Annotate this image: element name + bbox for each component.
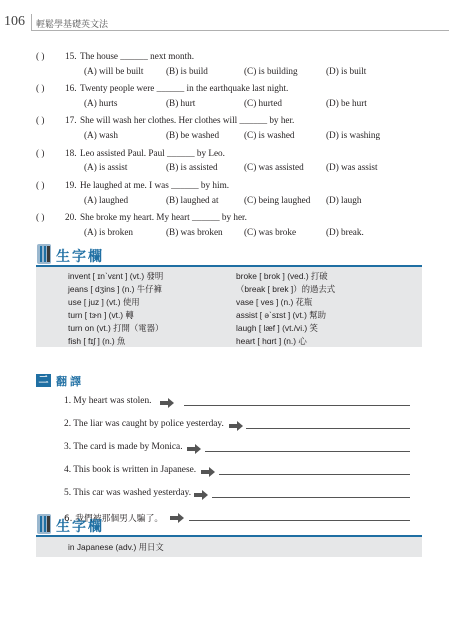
arrow-right-icon — [187, 444, 201, 454]
option-d: (D) is built — [326, 66, 367, 76]
question-number: 18. — [65, 148, 77, 158]
vocab-box — [36, 267, 422, 347]
option-d: (D) be hurt — [326, 98, 367, 108]
question-text: She will wash her clothes. Her clothes will ______ by her. — [80, 115, 295, 125]
option-a: (A) wash — [84, 130, 118, 140]
question-number: 15. — [65, 51, 77, 61]
answer-blank[interactable]: ( ) — [36, 51, 45, 61]
vocab-heading-2 — [36, 513, 132, 535]
option-b: (B) was broken — [166, 227, 223, 237]
arrow-right-icon — [160, 398, 174, 408]
answer-line[interactable] — [246, 428, 410, 429]
question-text: The house ______ next month. — [80, 51, 195, 61]
option-b: (B) laughed at — [166, 195, 219, 205]
vocab-entry: jeans [ dʒins ] (n.) 牛仔褲 — [68, 284, 162, 294]
question-number: 17. — [65, 115, 77, 125]
question-number: 16. — [65, 83, 77, 93]
option-d: (D) laugh — [326, 195, 362, 205]
translation-prompt: 6. 我們被那個男人騙了。 — [64, 514, 164, 524]
question-text: Twenty people were ______ in the earthquake last night. — [80, 83, 289, 93]
option-b: (B) is assisted — [166, 162, 218, 172]
vocab-entry: heart [ hɑrt ] (n.) 心 — [236, 336, 307, 346]
answer-blank[interactable]: ( ) — [36, 148, 45, 158]
option-c: (C) hurted — [244, 98, 283, 108]
option-d: (D) is washing — [326, 130, 381, 140]
vocab-entry: invent [ ɪnˋvɛnt ] (vt.) 發明 — [68, 271, 164, 281]
vocab-entry: in Japanese (adv.) 用日文 — [68, 542, 164, 552]
arrow-right-icon — [170, 513, 184, 523]
translation-prompt: 4. This book is written in Japanese. — [64, 465, 197, 475]
translation-prompt: 5. This car was washed yesterday. — [64, 488, 192, 498]
vocab-title: 生字欄 — [56, 249, 104, 265]
pencil-icon — [36, 243, 52, 265]
vocab-entry: broke [ brok ] (ved.) 打破 — [236, 271, 328, 281]
answer-line[interactable] — [212, 497, 410, 498]
question-text: Leo assisted Paul. Paul ______ by Leo. — [80, 148, 225, 158]
vocab-entry: turn on (vt.) 打開（電器） — [68, 323, 164, 333]
arrow-right-icon — [201, 467, 215, 477]
question-text: She broke my heart. My heart ______ by her. — [80, 212, 247, 222]
question-text: He laughed at me. I was ______ by him. — [80, 180, 230, 190]
book-title: 輕鬆學基礎英文法 — [36, 20, 109, 30]
option-a: (A) laughed — [84, 195, 129, 205]
page-number: 106 — [4, 14, 25, 29]
vocab-title: 生字欄 — [56, 519, 104, 535]
option-a: (A) is broken — [84, 227, 133, 237]
vocab-entry: use [ juz ] (vt.) 使用 — [68, 297, 140, 307]
vocab-entry: （break [ brek ]）的過去式 — [236, 284, 336, 294]
option-b: (B) hurt — [166, 98, 196, 108]
option-c: (C) is washed — [244, 130, 295, 140]
section-number-badge: 二 — [36, 374, 51, 387]
vocab-box-2 — [36, 537, 422, 557]
option-a: (A) will be built — [84, 66, 144, 76]
answer-blank[interactable]: ( ) — [36, 180, 45, 190]
header-divider — [31, 14, 32, 30]
arrow-right-icon — [229, 421, 243, 431]
section-title: 翻譯 — [56, 375, 84, 388]
option-c: (C) was assisted — [244, 162, 304, 172]
option-a: (A) hurts — [84, 98, 118, 108]
answer-blank[interactable]: ( ) — [36, 212, 45, 222]
question-number: 20. — [65, 212, 77, 222]
question-number: 19. — [65, 180, 77, 190]
header-rule — [31, 30, 449, 31]
translation-prompt: 2. The liar was caught by police yesterday. — [64, 419, 224, 429]
option-c: (C) was broke — [244, 227, 297, 237]
answer-blank[interactable]: ( ) — [36, 83, 45, 93]
option-a: (A) is assist — [84, 162, 128, 172]
translation-prompt: 3. The card is made by Monica. — [64, 442, 183, 452]
pencil-icon — [36, 513, 52, 535]
option-c: (C) being laughed — [244, 195, 311, 205]
vocab-entry: fish [ fɪʃ ] (n.) 魚 — [68, 336, 126, 346]
vocab-entry: vase [ ves ] (n.) 花瓶 — [236, 297, 313, 307]
answer-line[interactable] — [219, 474, 410, 475]
arrow-right-icon — [194, 490, 208, 500]
vocab-heading — [36, 243, 132, 265]
vocab-entry: turn [ tɝn ] (vt.) 轉 — [68, 310, 134, 320]
option-d: (D) was assist — [326, 162, 378, 172]
answer-line[interactable] — [189, 520, 410, 521]
vocab-entry: laugh [ læf ] (vt./vi.) 笑 — [236, 323, 318, 333]
page-header — [0, 0, 449, 32]
option-c: (C) is building — [244, 66, 298, 76]
answer-line[interactable] — [184, 405, 410, 406]
option-b: (B) be washed — [166, 130, 220, 140]
answer-blank[interactable]: ( ) — [36, 115, 45, 125]
answer-line[interactable] — [205, 451, 410, 452]
vocab-entry: assist [ əˋsɪst ] (vt.) 幫助 — [236, 310, 326, 320]
option-b: (B) is build — [166, 66, 208, 76]
option-d: (D) break. — [326, 227, 364, 237]
translation-prompt: 1. My heart was stolen. — [64, 396, 152, 406]
